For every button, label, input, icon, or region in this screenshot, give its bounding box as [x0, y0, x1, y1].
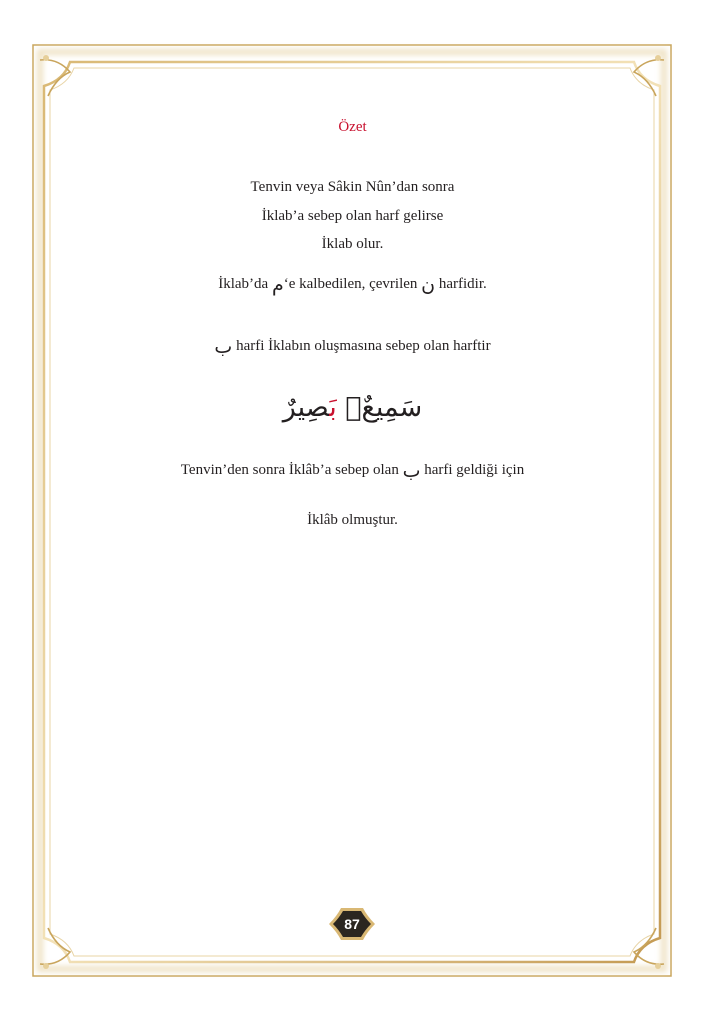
arabic-letter-nun: ن [421, 274, 436, 296]
explanation-sentence [60, 460, 645, 481]
cause-sentence [60, 336, 645, 357]
page-number-badge [327, 906, 377, 942]
change-sentence [60, 274, 645, 295]
rule-line-1: Tenvin veya Sâkin Nûn’dan sonra [250, 179, 455, 195]
page-title: Özet [338, 119, 367, 135]
rule-line-3: İklab olur. [321, 236, 384, 252]
arabic-letter-ba-2: ب [402, 460, 421, 482]
example-word-2-rest: صِيرٌ [282, 392, 330, 423]
change-suffix: harfidir. [435, 276, 487, 292]
explanation-line-2: İklâb olmuştur. [307, 512, 398, 528]
arabic-letter-ba: ب [214, 336, 233, 358]
explanation-prefix: Tenvin’den sonra İklâb’a sebep olan [180, 462, 403, 478]
cause-text: harfi İklabın oluşmasına sebep olan harftir [232, 338, 491, 354]
arabic-example [60, 388, 645, 428]
explanation-suffix: harfi geldiği için [420, 462, 525, 478]
arabic-letter-mim: م [271, 274, 284, 296]
example-highlighted-letter: بَ [329, 392, 337, 423]
change-prefix: İklab’da [218, 276, 272, 292]
change-middle: ‘e kalbedilen, çevrilen [283, 276, 422, 292]
rule-line-2: İklab’a sebep olan harf gelirse [261, 208, 444, 224]
example-word-1: سَمِيعٌۢ [336, 392, 423, 423]
page-number: 87 [344, 916, 360, 932]
